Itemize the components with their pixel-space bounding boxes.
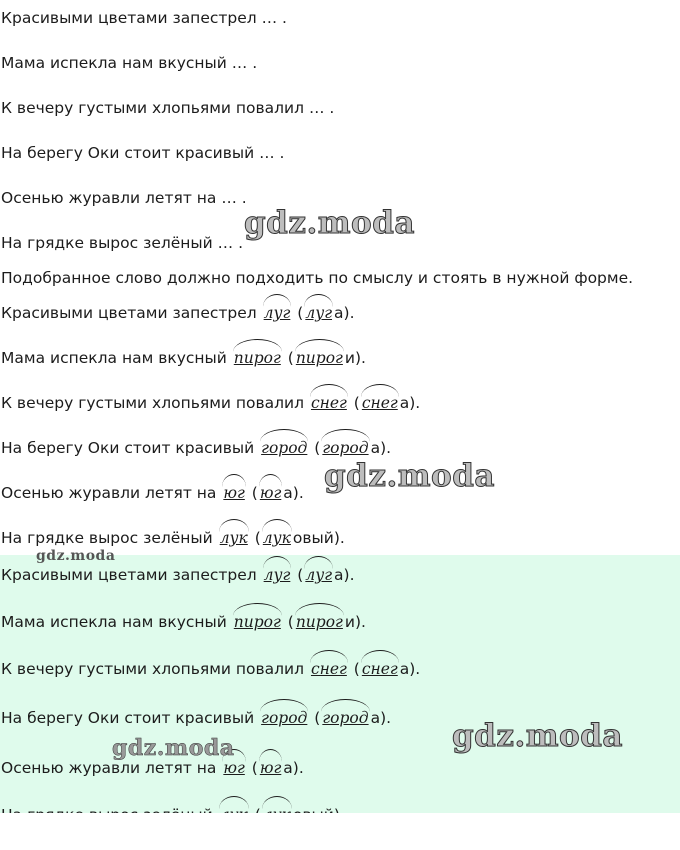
root-arc-mark bbox=[260, 429, 308, 442]
answer-line: Мама испекла нам вкусный пирог ( пирог и). bbox=[1, 612, 366, 632]
watermark-logo: gdz.moda bbox=[112, 735, 235, 761]
root-arc-mark bbox=[259, 474, 282, 487]
root-marked-word bbox=[258, 758, 283, 778]
answer-line: Осенью журавли летят на юг ( юг а). bbox=[1, 758, 304, 778]
answer-line: Мама испекла нам вкусный пирог ( пирог и). bbox=[1, 348, 366, 368]
answer-prefix: К вечеру густыми хлопьями повалил bbox=[1, 394, 305, 412]
answer-line: На грядке вырос зелёный лук ( лук овый). bbox=[1, 528, 345, 548]
root-word-text: луг bbox=[305, 566, 333, 584]
question-line: На берегу Оки стоит красивый … . bbox=[1, 144, 285, 162]
answer-prefix: Красивыми цветами запестрел bbox=[1, 304, 257, 322]
root-arc-mark bbox=[263, 294, 292, 307]
root-marked-word bbox=[303, 565, 334, 585]
root-arc-mark bbox=[321, 429, 369, 442]
watermark-logo: gdz.moda bbox=[452, 718, 623, 754]
root-word-text: снег bbox=[361, 660, 398, 678]
root-arc-mark bbox=[310, 384, 348, 397]
instruction-note: Подобранное слово должно подходить по смыслу и стоять в нужной форме. bbox=[1, 269, 634, 287]
root-marked-word bbox=[259, 708, 309, 728]
root-word-text: луг bbox=[263, 304, 291, 322]
answer-suffix: овый). bbox=[292, 529, 345, 547]
root-word-text: юг bbox=[223, 484, 245, 502]
answer-prefix: Мама испекла нам вкусный bbox=[1, 349, 227, 367]
root-marked-word bbox=[309, 659, 349, 679]
answer-line: На берегу Оки стоит красивый город ( город а). bbox=[1, 708, 391, 728]
answer-line: Красивыми цветами запестрел луг ( луг а). bbox=[1, 565, 355, 585]
root-marked-word bbox=[221, 483, 246, 503]
answer-suffix: а). bbox=[399, 660, 421, 678]
root-arc-mark bbox=[219, 519, 249, 532]
answer-prefix: На грядке вырос зелёный bbox=[1, 529, 213, 547]
answer-suffix: а). bbox=[399, 394, 421, 412]
root-marked-word bbox=[258, 483, 283, 503]
root-word-text: снег bbox=[361, 394, 398, 412]
root-word-text: пирог bbox=[233, 613, 281, 631]
root-arc-mark bbox=[295, 339, 344, 352]
root-word-text: луг bbox=[263, 566, 291, 584]
question-line: Осенью журавли летят на … . bbox=[1, 189, 247, 207]
root-marked-word bbox=[261, 528, 293, 548]
root-word-text: луг bbox=[305, 304, 333, 322]
answer-suffix: и). bbox=[344, 613, 366, 631]
answer-suffix: а). bbox=[370, 709, 392, 727]
answer-suffix: а). bbox=[283, 484, 304, 502]
root-marked-word bbox=[232, 612, 283, 632]
root-word-text: пирог bbox=[233, 349, 281, 367]
page-cutoff bbox=[0, 813, 680, 850]
root-marked-word bbox=[259, 438, 309, 458]
root-word-text: юг bbox=[259, 484, 282, 502]
answer-suffix: а). bbox=[370, 439, 392, 457]
question-line: К вечеру густыми хлопьями повалил … . bbox=[1, 99, 335, 117]
answer-line: Осенью журавли летят на юг ( юг а). bbox=[1, 483, 304, 503]
root-marked-word bbox=[309, 393, 349, 413]
answer-line: К вечеру густыми хлопьями повалил снег ( снег а). bbox=[1, 659, 420, 679]
answer-prefix: На берегу Оки стоит красивый bbox=[1, 439, 255, 457]
answer-line: Красивыми цветами запестрел луг ( луг а). bbox=[1, 303, 355, 323]
root-marked-word bbox=[320, 438, 370, 458]
root-marked-word bbox=[360, 659, 400, 679]
answer-line: К вечеру густыми хлопьями повалил снег ( снег а). bbox=[1, 393, 420, 413]
root-arc-mark bbox=[222, 474, 245, 487]
root-marked-word bbox=[294, 348, 345, 368]
root-marked-word bbox=[320, 708, 370, 728]
root-marked-word bbox=[360, 393, 400, 413]
root-word-text: юг bbox=[223, 759, 245, 777]
root-marked-word bbox=[262, 303, 293, 323]
answer-line: На берегу Оки стоит красивый город ( город а). bbox=[1, 438, 391, 458]
root-marked-word bbox=[303, 303, 334, 323]
root-word-text: пирог bbox=[295, 613, 343, 631]
watermark-logo: gdz.moda bbox=[324, 458, 495, 494]
root-marked-word bbox=[294, 612, 345, 632]
question-line: Мама испекла нам вкусный … . bbox=[1, 54, 258, 72]
answer-prefix: На берегу Оки стоит красивый bbox=[1, 709, 255, 727]
root-marked-word bbox=[262, 565, 293, 585]
root-marked-word bbox=[218, 528, 250, 548]
root-word-text: снег bbox=[310, 394, 347, 412]
root-word-text: лук bbox=[262, 529, 291, 547]
root-arc-mark bbox=[304, 294, 333, 307]
root-word-text: снег bbox=[310, 660, 347, 678]
answer-prefix: К вечеру густыми хлопьями повалил bbox=[1, 660, 305, 678]
question-line: На грядке вырос зелёный … . bbox=[1, 234, 244, 252]
question-line: Красивыми цветами запестрел … . bbox=[1, 9, 287, 27]
root-word-text: город bbox=[261, 439, 308, 457]
answer-prefix: Мама испекла нам вкусный bbox=[1, 613, 227, 631]
watermark-logo: gdz.moda bbox=[244, 205, 415, 241]
watermark-logo: gdz.moda bbox=[36, 548, 116, 564]
root-word-text: город bbox=[322, 439, 369, 457]
root-word-text: пирог bbox=[295, 349, 343, 367]
answer-suffix: а). bbox=[334, 566, 355, 584]
answer-suffix: а). bbox=[283, 759, 304, 777]
answer-suffix: а). bbox=[334, 304, 355, 322]
root-arc-mark bbox=[233, 339, 282, 352]
root-word-text: лук bbox=[219, 529, 248, 547]
answer-prefix: Осенью журавли летят на bbox=[1, 759, 217, 777]
root-marked-word bbox=[232, 348, 283, 368]
answer-prefix: Красивыми цветами запестрел bbox=[1, 566, 257, 584]
root-word-text: город bbox=[322, 709, 369, 727]
answer-prefix: Осенью журавли летят на bbox=[1, 484, 217, 502]
answer-suffix: и). bbox=[344, 349, 366, 367]
root-marked-word bbox=[221, 758, 246, 778]
root-arc-mark bbox=[361, 384, 399, 397]
root-word-text: юг bbox=[259, 759, 282, 777]
root-word-text: город bbox=[261, 709, 308, 727]
root-arc-mark bbox=[262, 519, 292, 532]
